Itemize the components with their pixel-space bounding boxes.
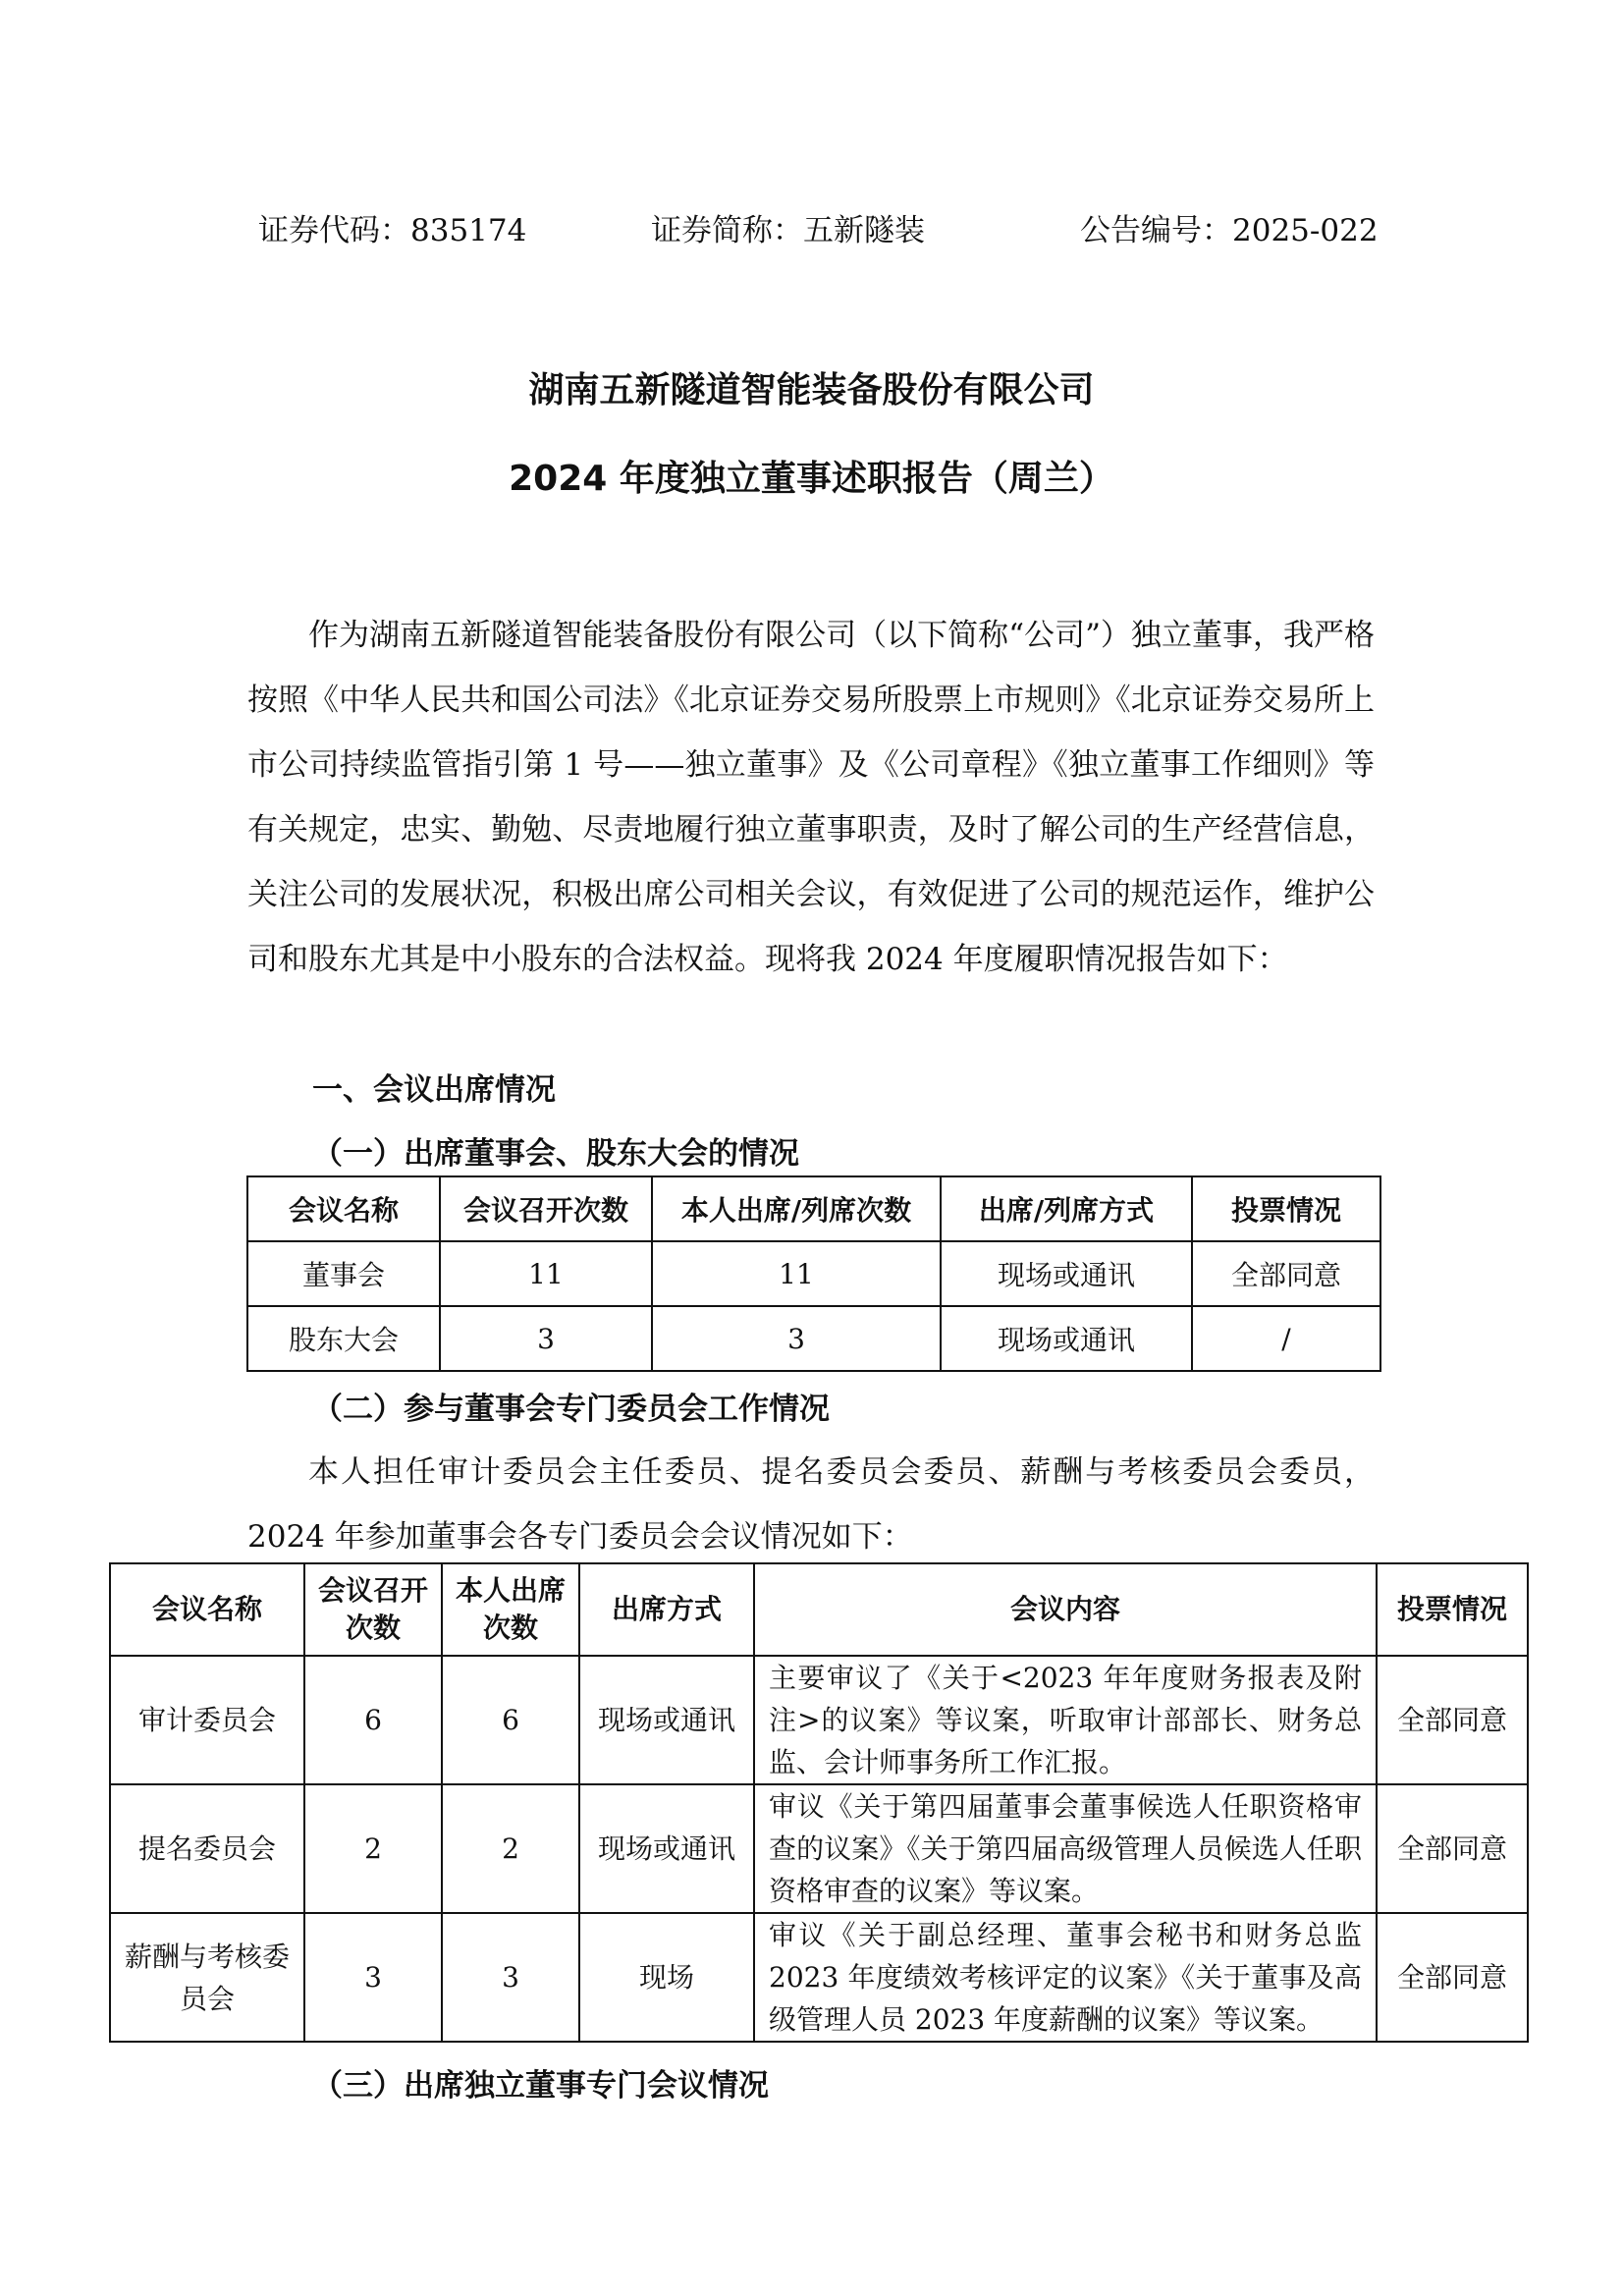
section-heading-meetings: 一、会议出席情况 [312, 1072, 556, 1108]
table-row [110, 1656, 1528, 1784]
committee-meeting-table [109, 1562, 1529, 2043]
table-cell: 董事会 [247, 1241, 440, 1306]
column-header: 出席/列席方式 [941, 1176, 1192, 1241]
column-header: 出席方式 [579, 1563, 754, 1656]
notice-number: 公告编号：2025-022 [1080, 213, 1379, 248]
table-cell: 现场或通讯 [579, 1784, 754, 1913]
table-cell: 审议《关于第四届董事会董事候选人任职资格审查的议案》《关于第四届高级管理人员候选人任职资格审查的议案》等议案。 [754, 1784, 1377, 1913]
column-header: 会议内容 [754, 1563, 1377, 1656]
column-header: 投票情况 [1377, 1563, 1528, 1656]
table-cell: 全部同意 [1377, 1656, 1528, 1784]
subsection-heading-independent-meetings: （三）出席独立董事专门会议情况 [312, 2068, 769, 2104]
report-title-subject: 2024 年度独立董事述职报告（周兰） [509, 459, 1114, 499]
table-cell: 2 [442, 1784, 579, 1913]
column-header: 会议召开次数 [440, 1176, 652, 1241]
stock-code: 证券代码：835174 [258, 213, 527, 248]
column-header: 投票情况 [1192, 1176, 1380, 1241]
column-header: 会议名称 [110, 1563, 304, 1656]
table-cell: 现场或通讯 [941, 1241, 1192, 1306]
table-cell: 提名委员会 [110, 1784, 304, 1913]
table-cell: 3 [440, 1306, 652, 1371]
table-cell: 现场 [579, 1913, 754, 2042]
table-cell: 股东大会 [247, 1306, 440, 1371]
table-header-row [247, 1176, 1380, 1241]
table-cell: 现场或通讯 [941, 1306, 1192, 1371]
table-cell: 11 [440, 1241, 652, 1306]
table-cell: 现场或通讯 [579, 1656, 754, 1784]
table-cell: 3 [442, 1913, 579, 2042]
column-header: 会议名称 [247, 1176, 440, 1241]
table-cell: 主要审议了《关于<2023 年年度财务报表及附注>的议案》等议案，听取审计部部长、财务总监、会计师事务所工作汇报。 [754, 1656, 1377, 1784]
committee-paragraph: 本人担任审计委员会主任委员、提名委员会委员、薪酬与考核委员会委员，2024 年参加董事会各专门委员会会议情况如下： [247, 1454, 1375, 1555]
table-cell: 3 [652, 1306, 941, 1371]
table-cell: 6 [304, 1656, 442, 1784]
table-cell: 3 [304, 1913, 442, 2042]
column-header: 会议召开次数 [304, 1563, 442, 1656]
stock-abbreviation: 证券简称：五新隧装 [651, 213, 925, 248]
board-meeting-attendance-table [246, 1175, 1381, 1372]
table-cell: 薪酬与考核委员会 [110, 1913, 304, 2042]
table-cell: 全部同意 [1377, 1784, 1528, 1913]
intro-paragraph: 作为湖南五新隧道智能装备股份有限公司（以下简称“公司”）独立董事，我严格按照《中华人民共和国公司法》《北京证券交易所股票上市规则》《北京证券交易所上市公司持续监管指引第 1 号——独立董事》及《公司章程》《独立董事工作细则》等有关规定，忠实、勤勉、尽责地履行独立董事职责，及时了解公司的生产经营信息，关注公司的发展状况，积极出席公司相关会议，有效促进了公司的规范运作，维护公司和股东尤其是中小股东的合法权益。现将我 2024 年度履职情况报告如下： [247, 618, 1375, 977]
table-cell: 审议《关于副总经理、董事会秘书和财务总监 2023 年度绩效考核评定的议案》《关于董事及高级管理人员 2023 年度薪酬的议案》等议案。 [754, 1913, 1377, 2042]
table-row [247, 1241, 1380, 1306]
table-cell: 6 [442, 1656, 579, 1784]
table-row [110, 1784, 1528, 1913]
table-cell: / [1192, 1306, 1380, 1371]
report-title-company: 湖南五新隧道智能装备股份有限公司 [528, 370, 1095, 410]
table-row [247, 1306, 1380, 1371]
table-cell: 审计委员会 [110, 1656, 304, 1784]
column-header: 本人出席次数 [442, 1563, 579, 1656]
table-cell: 全部同意 [1192, 1241, 1380, 1306]
table-cell: 全部同意 [1377, 1913, 1528, 2042]
subsection-heading-board-meetings: （一）出席董事会、股东大会的情况 [312, 1136, 799, 1172]
announcement-header [250, 209, 1380, 252]
table-cell: 11 [652, 1241, 941, 1306]
table-cell: 2 [304, 1784, 442, 1913]
table-header-row [110, 1563, 1528, 1656]
subsection-heading-committees: （二）参与董事会专门委员会工作情况 [312, 1392, 830, 1427]
table-row [110, 1913, 1528, 2042]
column-header: 本人出席/列席次数 [652, 1176, 941, 1241]
